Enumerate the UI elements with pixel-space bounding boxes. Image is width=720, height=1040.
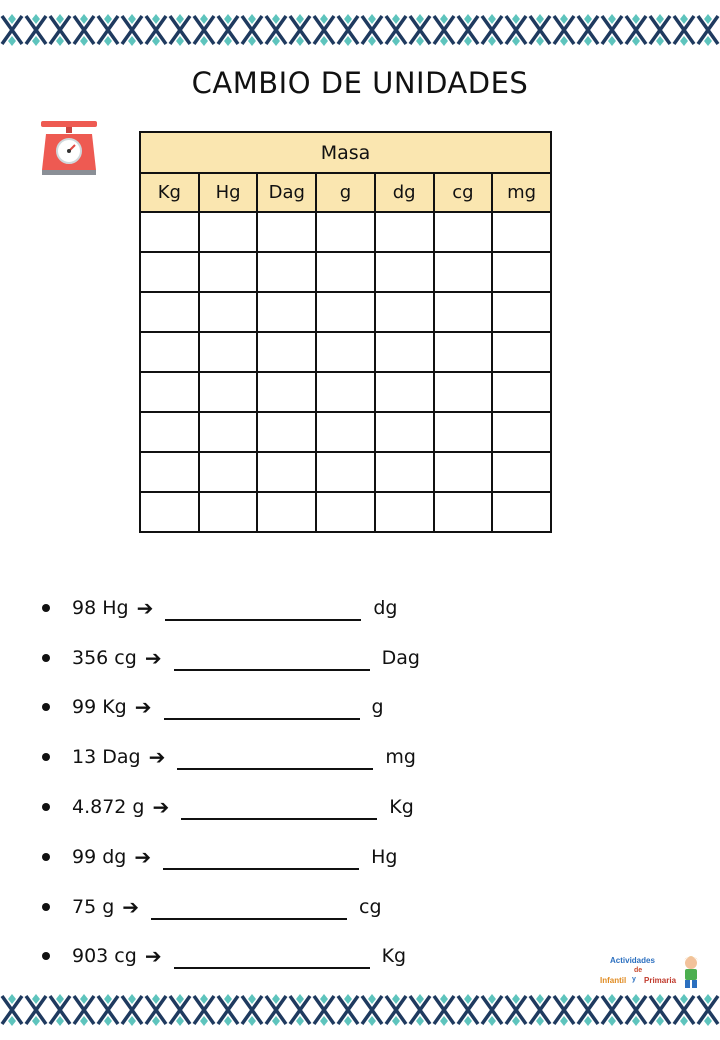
- exercise-quantity: 356 cg: [72, 646, 137, 669]
- right-arrow-icon: ➔: [134, 844, 152, 869]
- table-cell[interactable]: [140, 452, 199, 492]
- table-row: [140, 332, 551, 372]
- table-cell[interactable]: [199, 212, 258, 252]
- table-cell[interactable]: [140, 372, 199, 412]
- table-cell[interactable]: [434, 332, 493, 372]
- table-cell[interactable]: [434, 452, 493, 492]
- mass-units-table: [139, 131, 552, 533]
- exercise-item: [40, 782, 420, 832]
- table-cell[interactable]: [375, 292, 434, 332]
- answer-blank[interactable]: [181, 798, 377, 820]
- table-row: [140, 492, 551, 532]
- table-cell[interactable]: [257, 372, 316, 412]
- table-group-header: Masa: [140, 132, 551, 173]
- answer-blank[interactable]: [174, 649, 370, 671]
- exercise-quantity: 99 dg: [72, 845, 127, 868]
- exercise-item: [40, 832, 420, 882]
- table-cell[interactable]: [199, 252, 258, 292]
- target-unit: cg: [359, 895, 382, 918]
- table-cell[interactable]: [199, 452, 258, 492]
- table-cell[interactable]: [375, 492, 434, 532]
- decorative-border-top: [0, 10, 720, 50]
- exercise-item: [40, 683, 420, 733]
- page-title: CAMBIO DE UNIDADES: [191, 66, 529, 100]
- column-header: Dag: [257, 173, 316, 212]
- table-cell[interactable]: [375, 252, 434, 292]
- bullet-icon: [42, 903, 50, 911]
- column-header: dg: [375, 173, 434, 212]
- exercise-quantity: 13 Dag: [72, 746, 141, 769]
- table-row: [140, 372, 551, 412]
- table-cell[interactable]: [434, 252, 493, 292]
- bullet-icon: [42, 703, 50, 711]
- table-cell[interactable]: [257, 452, 316, 492]
- table-cell[interactable]: [492, 492, 551, 532]
- table-cell[interactable]: [199, 372, 258, 412]
- table-cell[interactable]: [316, 372, 375, 412]
- exercise-quantity: 75 g: [72, 895, 115, 918]
- target-unit: g: [371, 696, 384, 719]
- exercise-quantity: 903 cg: [72, 945, 137, 968]
- table-cell[interactable]: [316, 212, 375, 252]
- bullet-icon: [42, 952, 50, 960]
- bullet-icon: [42, 604, 50, 612]
- exercise-item: [40, 932, 420, 982]
- table-cell[interactable]: [434, 412, 493, 452]
- exercise-item: [40, 732, 420, 782]
- table-cell[interactable]: [434, 292, 493, 332]
- bullet-icon: [42, 803, 50, 811]
- table-cell[interactable]: [199, 292, 258, 332]
- table-cell[interactable]: [316, 252, 375, 292]
- child-mascot-icon: [678, 954, 704, 990]
- target-unit: mg: [385, 746, 416, 769]
- table-cell[interactable]: [257, 492, 316, 532]
- table-cell[interactable]: [140, 292, 199, 332]
- brand-logo: [596, 952, 708, 992]
- table-cell[interactable]: [434, 212, 493, 252]
- target-unit: Hg: [371, 845, 398, 868]
- table-cell[interactable]: [492, 412, 551, 452]
- target-unit: Kg: [389, 796, 414, 819]
- table-row: [140, 212, 551, 252]
- bullet-icon: [42, 654, 50, 662]
- right-arrow-icon: ➔: [152, 795, 170, 820]
- decorative-border-bottom: [0, 990, 720, 1030]
- table-cell[interactable]: [492, 372, 551, 412]
- table-cell[interactable]: [140, 212, 199, 252]
- table-cell[interactable]: [316, 492, 375, 532]
- right-arrow-icon: ➔: [144, 645, 162, 670]
- column-header: Kg: [140, 173, 199, 212]
- table-cell[interactable]: [257, 412, 316, 452]
- target-unit: Dag: [381, 646, 420, 669]
- table-row: [140, 412, 551, 452]
- table-cell[interactable]: [257, 252, 316, 292]
- table-cell[interactable]: [199, 332, 258, 372]
- table-cell[interactable]: [199, 492, 258, 532]
- table-cell[interactable]: [316, 452, 375, 492]
- right-arrow-icon: ➔: [148, 745, 166, 770]
- table-cell[interactable]: [375, 212, 434, 252]
- target-unit: dg: [373, 596, 398, 619]
- exercise-item: [40, 583, 420, 633]
- table-cell[interactable]: [492, 452, 551, 492]
- table-cell[interactable]: [375, 452, 434, 492]
- table-cell[interactable]: [257, 212, 316, 252]
- table-cell[interactable]: [375, 372, 434, 412]
- column-header: g: [316, 173, 375, 212]
- exercise-quantity: 98 Hg: [72, 596, 129, 619]
- exercise-quantity: 4.872 g: [72, 796, 145, 819]
- logo-text-line3c: Primaria: [644, 976, 677, 985]
- answer-blank[interactable]: [151, 898, 347, 920]
- exercise-item: [40, 882, 420, 932]
- table-cell[interactable]: [492, 212, 551, 252]
- table-cell[interactable]: [375, 412, 434, 452]
- logo-text-line3a: Infantil: [600, 976, 627, 985]
- table-row: [140, 252, 551, 292]
- table-cell[interactable]: [434, 492, 493, 532]
- table-cell[interactable]: [199, 412, 258, 452]
- logo-text-line3b: y: [632, 976, 636, 983]
- table-cell[interactable]: [257, 292, 316, 332]
- table-row: [140, 452, 551, 492]
- column-header: mg: [492, 173, 551, 212]
- table-cell[interactable]: [375, 332, 434, 372]
- table-cell[interactable]: [140, 492, 199, 532]
- table-cell[interactable]: [492, 292, 551, 332]
- exercise-item: [40, 633, 420, 683]
- table-cell[interactable]: [316, 412, 375, 452]
- table-cell[interactable]: [434, 372, 493, 412]
- column-header: Hg: [199, 173, 258, 212]
- answer-blank[interactable]: [165, 599, 361, 621]
- kitchen-scale-icon: [38, 118, 100, 180]
- table-cell[interactable]: [140, 252, 199, 292]
- right-arrow-icon: ➔: [122, 894, 140, 919]
- table-cell[interactable]: [257, 332, 316, 372]
- answer-blank[interactable]: [174, 947, 370, 969]
- answer-blank[interactable]: [177, 748, 373, 770]
- exercise-list: [40, 583, 420, 981]
- bullet-icon: [42, 753, 50, 761]
- logo-text-line1: Actividades: [610, 956, 655, 965]
- target-unit: Kg: [381, 945, 407, 968]
- table-cell[interactable]: [316, 292, 375, 332]
- exercise-quantity: 99 Kg: [72, 696, 127, 719]
- table-cell[interactable]: [492, 332, 551, 372]
- table-cell[interactable]: [316, 332, 375, 372]
- answer-blank[interactable]: [164, 698, 360, 720]
- answer-blank[interactable]: [163, 848, 359, 870]
- right-arrow-icon: ➔: [144, 944, 162, 969]
- right-arrow-icon: ➔: [134, 695, 152, 720]
- table-row: [140, 292, 551, 332]
- table-cell[interactable]: [140, 412, 199, 452]
- table-cell[interactable]: [492, 252, 551, 292]
- right-arrow-icon: ➔: [136, 595, 154, 620]
- logo-text-line2: de: [634, 967, 643, 974]
- bullet-icon: [42, 853, 50, 861]
- table-cell[interactable]: [140, 332, 199, 372]
- column-header: cg: [434, 173, 493, 212]
